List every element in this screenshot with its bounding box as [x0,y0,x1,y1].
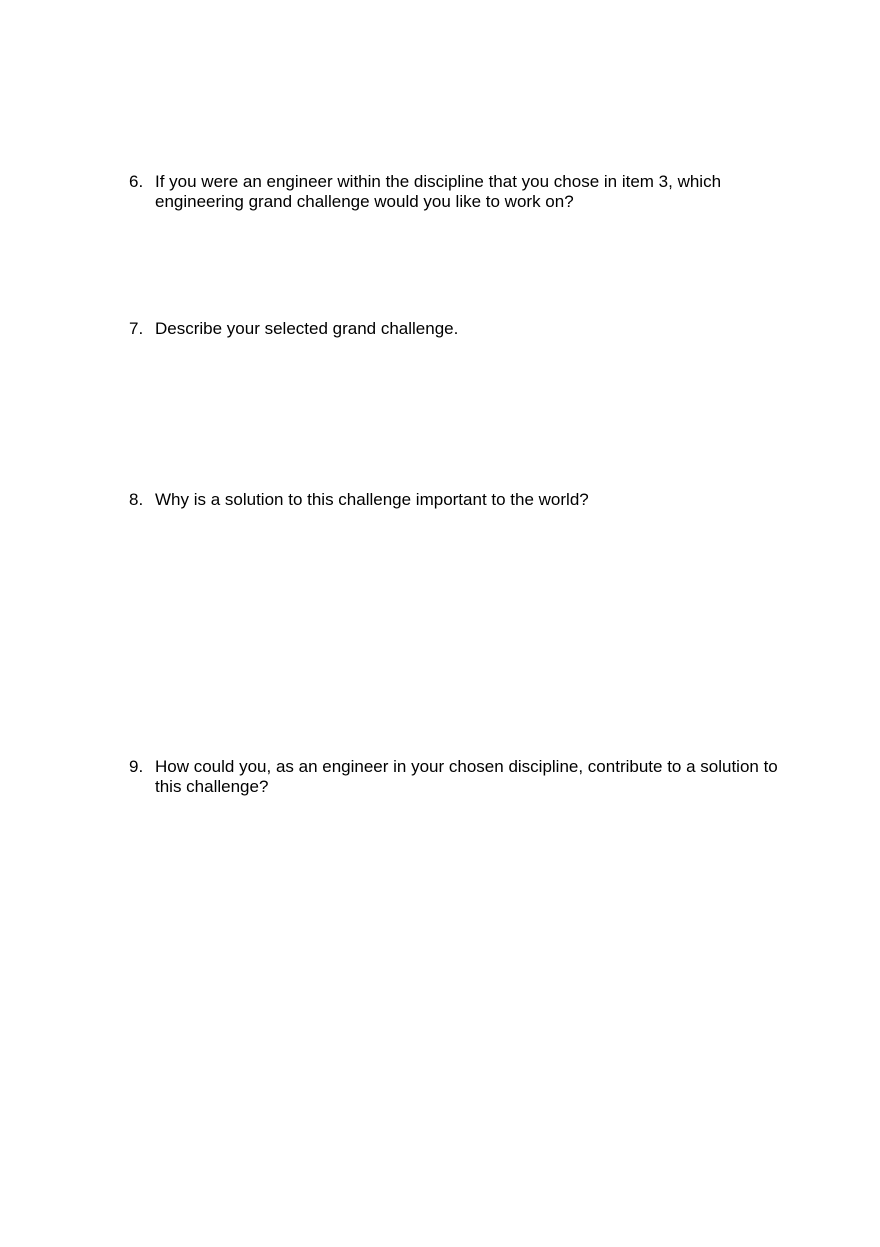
question-text: Why is a solution to this challenge important to the world? [155,490,589,509]
question-8 [129,490,779,510]
question-9 [129,757,779,797]
question-number: 8. [129,490,144,509]
question-7 [129,319,779,339]
question-number: 9. [129,757,144,776]
question-text: If you were an engineer within the discipline that you chose in item 3, which engineering grand challenge would you like to work on? [155,172,722,211]
question-number: 7. [129,319,144,338]
question-text: How could you, as an engineer in your chosen discipline, contribute to a solution to this challenge? [155,757,778,796]
question-6 [129,172,779,212]
question-text: Describe your selected grand challenge. [155,319,459,338]
question-number: 6. [129,172,144,191]
